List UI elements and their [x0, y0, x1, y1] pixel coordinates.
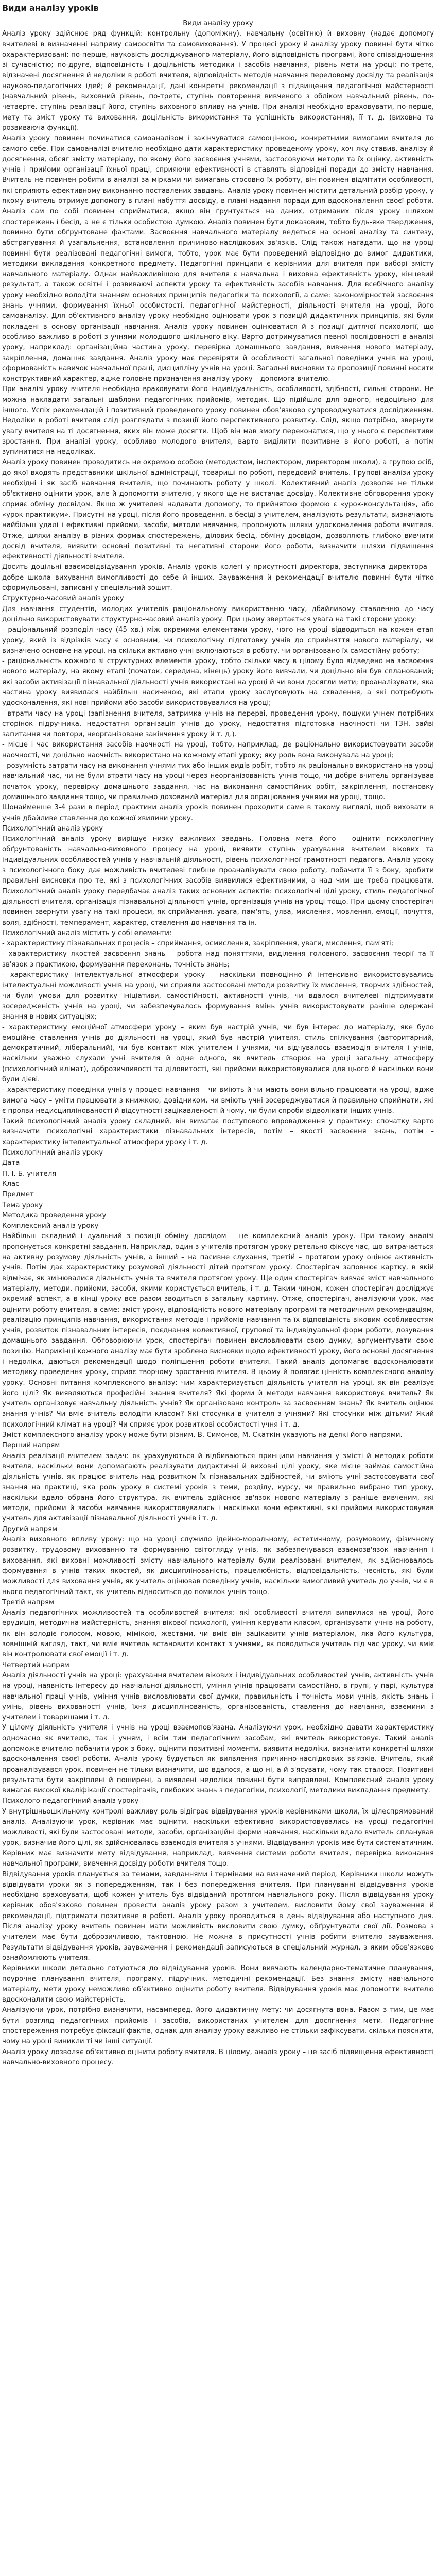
paragraph: - характеристику пізнавальних процесів – сприймання, осмислення, закріплення, уваги, мислення, пам'яті;: [2, 940, 394, 948]
paragraph: Аналіз уроку повинен проводитись не окремою особою (методистом, інспектором, директором школи), а групою осіб, до якої входять представники шкільної адміністрації, товариші по роботі, передовий вчитель. Групові аналізи уроку необхідні і як засіб навчання вчителів, що починають роботу у школі. Колективний аналіз дозволяє не тільки об'єктивно оцінити урок, але й допомогти вчителю, у якого ще не вистачає досвіду. Колективне обговорення уроку сприяє обміну досвідом. Якщо ж учителеві надавати допомогу, то прийнятою формою є «урок-консультація», або «урок-практикум». Присутні на уроці, після його проведення, в бесіді з учителем, аналізують результати, визначають найбільш удалі і ефективні прийоми, засоби, методи навчання, пропонують шляхи удосконалення роботи вчителя. Отже, шляхи аналізу в різних формах спостережень, ділових бесід, обміну досвідом, дозволяють глибоко вивчити досвід вчителя, виявити основні позитивні та негативні сторони його роботи, визначити шляхи підвищення ефективності діяльності вчителя.: [2, 459, 434, 561]
section-heading: Четвертий напрям: [2, 1661, 69, 1669]
paragraph: У внутрішньошкільному контролі важливу роль відіграє відвідування уроків керівниками школи, їх цілеспрямований аналіз. Аналізуючи урок, керівник має оцінити, наскільки ефективно використовувались на уроці педагогічні можливості, які були застосовані методи, засоби, організаційні форми навчання, наскільки вдало вчитель спланував урок, визначив його цілі, як здійснювалась взаємодія вчителя з учнями. Відвідування уроків має бути систематичним. Керівник має визначити мету відвідування, наприклад, вивчення системи роботи вчителя, перевірка виконання навчальної програми, вивчення досвіду роботи вчителя тощо.: [2, 1807, 434, 1868]
paragraph: Аналіз уроку дозволяє об'єктивно оцінити роботу вчителя. В цілому, аналіз уроку – це засіб підвищення ефективності навчально-виховного процесу.: [2, 2048, 434, 2066]
section-heading: Клас: [2, 1180, 20, 1188]
paragraph: Аналіз педагогічних можливостей та особливостей вчителя: які особливості вчителя виявилися на уроці, його ерудиція, методична майстерність, знання вікової психології, уміння керувати класом, організувати учнів на роботу, як він володіє голосом, мовою, мімікою, жестами, чи вміє він зацікавити учнів матеріалом, яка його культура, зовнішній вигляд, такт, чи вміє вчитель встановити контакт з учнями, як поводиться учитель під час уроку, чи вміє він контролювати свої емоції і т. д.: [2, 1609, 434, 1659]
article-body: [2, 19, 434, 2068]
paragraph: - характеристику емоційної атмосфери уроку – яким був настрій учнів, чи був інтерес до матеріалу, яке було емоційне ставлення учнів до діяльності на уроці, який був настрій учителя, стиль спілкування (авторитарний, демократичний, ліберальний), чи був контакт між учителем і учнями, чи відчувалось взаємодія вчителя і учнів, наскільки уважно слухали учні вчителя й одне одного, як вчитель створює на уроці загальну атмосферу (психологічний клімат), доброзичливості та діловитості, які прийоми використовувалися для цього й наскільки вони були дієві.: [2, 1023, 434, 1083]
paragraph: Аналіз уроку повинен починатися самоаналізом і закінчуватися самооцінкою, конкретними вимогами вчителя до самого себе. При самоаналізі вчителю необхідно дати характеристику проведеному уроку, хоч яку ставив, аналізу й досягнення, обсяг змісту матеріалу, по якому його засвоєння учнями, застосовуючи методи та їх оцінку, активність учнів і прийоми організації їхньої праці, сприяючи ефективності в ставлять відповідні поради до змісту навчання. Вчитель не повинен робити в аналізі за мірками чи вимагань стосовно їх роботу, він повинен відмітити особливості, які сприяють ефективному виконанню поставлених завдань. Аналіз уроку повинен містити детальний розбір уроку, у якому вчитель отримує допомогу в плані набуття досвіду, в плані надання поради для вдосконалення своєї роботи. Аналіз сам по собі повинен сприйматися, якщо він ґрунтується на даних, отриманих після уроку шляхом спостережень і бесід, а не є тільки особистою думкою. Аналіз повинен бути доказовим, тобто будь-яке твердження, повинно бути обґрунтоване фактами. Засвоєння навчального матеріалу ведеться на основі аналізу та синтезу, абстрагування й узагальнення, встановлення причиново-наслідкових зв'язків. Слід також нагадати, що на уроці повинні бути реалізовані педагогічні вимоги, тобто, урок має бути проведений відповідно до вимог дидактики, методики викладання конкретного предмету. Педагогічні принципи є керівними для вчителя при виборі змісту навчального матеріалу. Однак найважливішою для вчителя є навчальна і виховна ефективність уроку, кінцевий результат, а також освітні і розвиваючі аспекти уроку та ефективність засобів навчання. Для всебічного аналізу уроку необхідно володіти знанням основних принципів педагогіки та психології, а саме: закономірностей засвоєння знань учнями, формування їхньої особистості, педагогічної майстерності, діяльності вчителя на уроці, його самоаналізу. Для об'єктивного аналізу уроку необхідно оцінювати урок з позицій дидактичних принципів, які були покладені в основу організації навчання. Аналіз уроку повинен оцінюватися й з позиції дитячої психології, що особливо важливо в роботі з учнями молодшого шкільного віку. Варто дотримуватися певної послідовності в аналізі уроку, наприклад: організаційна частина уроку, перевірка домашнього завдання, вивчення нового матеріалу, закріплення, домашнє завдання. Аналіз уроку має перевіряти й особливості загальної поведінки учнів на уроці, сформованість навичок навчальної праці, дисципліну учнів на уроці. Загальні висновки та пропозиції повинні носити конструктивний характер, адже головне призначення аналізу уроку – допомога вчителю.: [2, 134, 434, 383]
paragraph: При аналізі уроку вчителя необхідно враховувати його індивідуальність, особливості, здібності, сильні сторони. Не можна накладати загальні шаблони педагогічних прийомів, методик. Що підійшло для одного, недоцільно для іншого. Успіх рекомендацій і позитивний проведеного уроку повинен обов'язково супроводжуватися дослідженням. Недоліки в роботі вчителя слід розглядати з позиції його перспективного розвитку. Слід, якщо потрібно, звернути увагу вчителя на ті досягнення, яких він може досягти. Щоб він мав змогу переконатися, що у нього є перспективи зростання. При аналізі уроку, особливо молодого вчителя, варто виділити позитивне в його роботі, а потім зупинитися на недоліках.: [2, 385, 434, 456]
section-heading: Комплексний аналіз уроку: [2, 1222, 99, 1230]
section-heading: Структурно-часовий аналіз уроку: [2, 595, 124, 603]
section-heading: Види аналізу уроку: [183, 20, 253, 27]
section-heading: Психологічний аналіз містить у собі елементи:: [2, 929, 172, 937]
paragraph: - характеристику якостей засвоєння знань – робота над поняттями, виділення головного, засвоєння теорії та її зв'язок з практикою, формування переконань, точність знань;: [2, 950, 434, 969]
paragraph: Аналіз уроку здійснює ряд функцій: контрольну (допоміжну), навчальну (освітню) й виховну (надає допомогу вчителеві в визначенні напряму самоосвіти та самовиховання). У процесі уроку й аналізу уроку повинні бути чітко охарактеризовані: по-перше, науковість досліджуваного матеріалу, його відповідність програмі, його співвідношення зі сучасністю; по-друге, відповідність і доцільність методики і засобів навчання, рівень мети на уроці; по-третє, відзначені досягнення й недоліки в роботі вчителя, відповідність методів навчання передовому досвіду та реалізація науково-педагогічних ідей; й рекомендації, дані конкретні рекомендації з підвищення педагогічної майстерності (навчальний рівень, виховний рівень, по-третє, ступінь повторення вивченого з обліком навчальний рівень, по-четверте, ступінь реалізації його, ступінь виховного впливу на учнів. При аналізі необхідно враховувати, по-перше, мету та зміст уроку та виховання, доцільність використання та успішність використання), її т. д. (виховна та розвиваюча функції).: [2, 30, 434, 132]
paragraph: - втрати часу на уроці (запізнення вчителя, затримка учнів на перерві, проведення уроку, пошуки учнем потрібних сторінок підручника, недостатня організація учнів до уроку, недостатня підготовка наочності чи ТЗН, зайві запитання чи повтори, неорганізоване закінчення уроку й т. д.).: [2, 709, 434, 739]
paragraph: Керівники школи детально готуються до відвідування уроків. Вони вивчають календарно-тематичне планування, поурочне планування вчителя, програму, підручник, методичні рекомендації. Без знання змісту навчального матеріалу, мети уроку неможливо об'єктивно оцінити роботу вчителя. Відвідування уроків має допомогти вчителю вдосконалити свою майстерність.: [2, 1964, 434, 2004]
paragraph: Аналіз виховного впливу уроку: що на уроці служило ідейно-моральному, естетичному, розумовому, фізичному розвитку, трудовому вихованню та формуванню світогляду учнів, як забезпечувався взаємозв'язок навчання і виховання, які виховні можливості змісту навчального матеріалу були реалізовані вчителем, як здійснювалось формування в учнів таких якостей, як дисциплінованість, працелюбність, відповідальність, чесність, які були можливості для виховання учнів, як учитель оцінював поведінку учнів, наскільки вимогливий учитель до учнів, чи є в нього педагогічний такт, як учитель відноситься до помилок учнів тощо.: [2, 1536, 434, 1596]
paragraph: Аналізуючи урок, потрібно визначити, насамперед, його дидактичну мету: чи досягнута вона. Разом з тим, це має бути розгляд педагогічних прийомів і засобів, використаних учителем для досягнення мети. Педагогічне спостереження потребує фіксації фактів, однак для аналізу уроку важливо не стільки зафіксувати, скільки пояснити, чому на уроці виникли ті чи інші ситуації.: [2, 2006, 434, 2046]
paragraph: - раціональність кожного зі структурних елементів уроку, тобто скільки часу в цілому було відведено на засвоєння нового матеріалу, на якому етапі (початок, середина, кінець) уроку його вивчали, чи доцільно він був спланований; які засоби активізації пізнавальної діяльності учнів використані на уроці й чи вони досягли мети; проаналізувати, яка частина уроку виявилася найбільш насиченою, які етапи уроку заслуговують на схвалення, а які потребують удосконалення, які нові прийоми або засоби використовувалися на уроці;: [2, 657, 434, 707]
paragraph: Відвідування уроків планується за темами, завданнями і термінами на визначений період. Керівники школи можуть відвідувати уроки як з попередженням, так і без попередження вчителя. При плануванні відвідування уроків необхідно враховувати, щоб кожен учитель був відвіданий протягом навчального року. Після відвідування уроку керівник обов'язково повинен провести аналіз уроку разом з учителем, висловити йому свої зауваження й рекомендації, підтримати позитивне в роботі. Аналіз уроку проводиться в день відвідування або наступного дня. Після аналізу уроку вчитель повинен мати можливість висловити свою думку, обґрунтувати свої дії. Розмова з учителем має бути доброзичливою, тактовною. Не можна в присутності учнів робити вчителю зауваження. Результати відвідування уроків, зауваження і рекомендації записуються в спеціальний журнал, з яким обов'язково ознайомлюють учителя.: [2, 1870, 434, 1962]
section-heading: Третій напрям: [2, 1598, 55, 1606]
paragraph: Психологічний аналіз уроку вирішує низку важливих завдань. Головна мета його – оцінити психологічну обґрунтованість навчально-виховного процесу на уроці, виявити ступінь урахування вчителем вікових та індивідуальних особливостей учнів у навчальній діяльності, рівень психологічної грамотності педагога. Аналіз уроку з психологічного боку дає можливість вчителеві глибше проаналізувати свою роботу, побачити її з боку, зробити правильні висновки про те, які з психологічних засобів виявилися ефективними, а над чим ще треба працювати. Психологічний аналіз уроку передбачає аналіз таких основних аспектів: психологічні цілі уроку, стиль педагогічної діяльності вчителя, організація пізнавальної діяльності учнів, організація учнів на уроці тощо. При цьому спостерігач повинен звернути увагу на такі процеси, як сприймання, увага, пам'ять, уява, мислення, мовлення, емоції, почуття, воля, здібності, темперамент, характер, ставлення до навчання та ін.: [2, 835, 434, 927]
section-heading: Психолого-педагогічний аналіз уроку: [2, 1797, 139, 1805]
paragraph: Щонайменше 3-4 рази в період практики аналіз уроків повинен проходити саме в такому вигляді, щоб виховати в учнів дбайливе ставлення до кожної хвилини уроку.: [2, 804, 434, 822]
page-title: Види аналізу уроків: [2, 3, 99, 13]
section-heading: П. І. Б. учителя: [2, 1170, 57, 1178]
article-page: [0, 3, 436, 2073]
section-heading: Тема уроку: [2, 1201, 43, 1209]
paragraph: - характеристику інтелектуальної атмосфери уроку – наскільки повноцінно й інтенсивно використовувались інтелектуальні можливості учнів на уроці, чи сприяли застосовані методи розвитку їх мислення, творчих здібностей, чи були умови для розвитку ініціативи, самостійності, активності учнів, чи вдалося вчителеві підтримувати зосередженість учнів на уроці, чи забезпечувалось формування вмінь учнів використовувати раніше одержані знання в нових ситуаціях;: [2, 971, 434, 1021]
paragraph: - розумність затрати часу на виконання учнями тих або інших видів робіт, тобто як раціонально використано на уроці навчальний час, чи не були втрати часу на уроці через неорганізованість учнів тощо, чи добре вчитель організував початок уроку, перевірку домашнього завдання, час на виконання самостійних робіт, закріплення, постановку домашнього завдання тощо, чи правильно дозований матеріал для опрацювання учнями на уроці, тощо.: [2, 762, 434, 801]
paragraph: Досить доцільні взаємовідвідування уроків. Аналіз уроків колегі у присутності директора, заступника директора – добре школа вихування вимогливості до себе й інших. Зауваження й рекомендації вчителю повинні бути чітко сформульовані, записані у спеціальний зошит.: [2, 563, 434, 592]
paragraph: - місце і час використання засобів наочності на уроці, тобто, наприклад, де раціонально використовувати засоби наочності, чи доцільно наочність використано на кожному етапі уроку; яку роль вона виконувала на уроці;: [2, 741, 434, 759]
paragraph: - характеристику поведінки учнів у процесі навчання – чи вміють й чи мають вони вільно працювати на уроці, адже вимога часу – уміти працювати з книжкою, довідником, чи вміють учні зосереджуватися й правильно сприймати, які є прояви недисциплінованості й відсутності зацікавленості й чому, чи були спроби відволікати інших учнів.: [2, 1086, 434, 1115]
paragraph: Найбільш складний і дуальний з позиції обміну досвідом – це комплексний аналіз уроку. При такому аналізі пропонується конкретні завдання. Наприклад, один з учителів протягом уроку ретельно фіксує час, що витрачається на активну розумову діяльність учнів, а інший – на пасивне слухання, третій – протягом уроку оцінює активність учнів. Потім дає характеристику розумової діяльності дітей протягом уроку. Спостерігач заповнює картку, в якій відмічає, як змінювалися діяльність учнів та вчителя протягом уроку. Ще один спостерігач вивчає зміст навчального матеріалу, методи, прийоми, засоби, якими користується вчитель, і т. д. Таким чином, кожен спостерігач досліджує окремий аспект, а в кінці уроку все разом зводиться в загальну картину. Отже, спостерігач, аналізуючи урок, має оцінити роботу вчителя, а саме: зміст уроку, відповідність нового матеріалу програмі та методичним рекомендаціям, реалізацію принципів навчання, використання методів і прийомів навчання та їх відповідність віковим особливостям учнів, розвиток пізнавальних інтересів, поєднання колективної, групової та індивідуальної форм роботи, дозування домашнього завдання. Обговорюючи урок, спостерігач повинен висловлювати свою думку, аргументувати свою позицію. Наприкінці кожного аналізу має бути зроблено висновки щодо ефективності уроку, його основні досягнення і недоліки, даються рекомендації щодо поліпшення роботи вчителя. Такий аналіз допомагає вдосконалювати методику проведення уроку, сприяє творчому зростанню вчителя. В цьому й полягає цінність комплексного аналізу уроку. Основні питання комплексного аналізу: чим характеризується діяльність учителя на уроці, як він реалізує його цілі? Як виявляються професійні знання вчителя? Які форми й методи навчання використовує вчитель? Як учитель організовує навчальну діяльність учнів? Як організовано контроль за засвоєнням знань? Як вчитель оцінює знання учнів? Чи вміє вчитель володіти класом? Які стосунки в учителя з учнями? Які стосунки між дітьми? Який психологічний клімат на уроці? Чи сприяє урок розвиткові особистості учня і т. д.: [2, 1232, 434, 1429]
section-heading: Другий напрям: [2, 1525, 58, 1533]
section-heading: Психологічний аналіз уроку: [2, 824, 103, 833]
paragraph: Аналіз діяльності учнів на уроці: урахування вчителем вікових і індивідуальних особливостей учнів, активність учнів на уроці, наявність інтересу до навчальної діяльності, уміння учнів працювати самостійно, в групі, у парі, культура навчальної праці учнів, уміння учнів висловлювати свої думки, правильність і точність мови учнів, якість знань і умінь, рівень вихованості учнів, їхня дисциплінованість, організованість, ставлення до навчання, взаємини з учителем і товаришами і т. д.: [2, 1671, 434, 1722]
paragraph: Такий психологічний аналіз уроку складний, він вимагає поступового впровадження у практику: спочатку варто визначити психологічні характеристики пізнавальних інтересів, потім – якості засвоєння знань, потім – характеристику інтелектуальної атмосфери уроку і т. д.: [2, 1117, 434, 1146]
paragraph: Зміст комплексного аналізу уроку може бути різним. В. Симонов, М. Скаткін указують на деякі його напрями.: [2, 1431, 403, 1439]
section-heading: Перший напрям: [2, 1442, 60, 1450]
paragraph: - раціональний розподіл часу (45 хв.) між окремими елементами уроку, чого на уроці відводиться на кожен етап уроку, який із відрізків часу є основним, чи психологічну підготовку учнів до сприйняття нового матеріалу, чи визначено основне на уроці, на скільки активно учні включаються в роботу, чи організовано їх самостійну роботу;: [2, 626, 434, 655]
paragraph: Аналіз реалізації вчителем задач: як урахувуються й відбиваються принципи навчання у змісті й методах роботи вчителя, наскільки вони допомагають реалізувати дидактичні й виховні цілі уроку, яке місце займає самостійна діяльність учнів, як працює вчитель над розвитком їх пізнавальних здібностей, чи вміють учні застосовувати свої знання на практиці, яка роль уроку в системі уроків з теми, розділу, курсу, чи правильно вибрано тип уроку, наскільки вдало обрана його структура, як вчитель здійснює зв'язок нового матеріалу з раніше вивченим, які методи, прийоми й засоби навчання використовувались і наскільки вони ефективні, які прийоми використовував учитель для активізації пізнавальної діяльності учнів і т. д.: [2, 1452, 434, 1523]
paragraph: У цілому діяльність учителя і учнів на уроці взаємопов'язана. Аналізуючи урок, необхідно давати характеристику одночасно як вчителю, так і учням, і всім тим педагогічним засобам, які вчитель використовує. Такий аналіз допоможе вчителю побачити урок з боку, оцінити позитивні моменти, виявити недоліки, визначити конкретні шляхи вдосконалення своєї роботи. Аналіз уроку будується як виявлення причинно-наслідкових зв'язків. Вчитель, який проаналізувався урок, повинен не тільки визначити, що вдалося, а що ні, а й з'ясувати, чому так сталося. Позитивні результати бути закріплені й поширені, а виявлені недоліки повинні бути виправлені. Комплексний аналіз уроку вимагає високої кваліфікації спостерігачів, глибоких знань з педагогіки, психології, методики викладання предмету.: [2, 1724, 434, 1795]
paragraph: Для навчання студентів, молодих учителів раціональному використанню часу, дбайливому ставленню до часу доцільно використовувати структурно-часовий аналіз уроку. При цьому звертається увага на такі сторони уроку:: [2, 605, 434, 623]
section-heading: Психологічний аналіз уроку: [2, 1149, 103, 1157]
section-heading: Предмет: [2, 1191, 34, 1199]
section-heading: Методика проведення уроку: [2, 1211, 107, 1219]
section-heading: Дата: [2, 1159, 20, 1167]
